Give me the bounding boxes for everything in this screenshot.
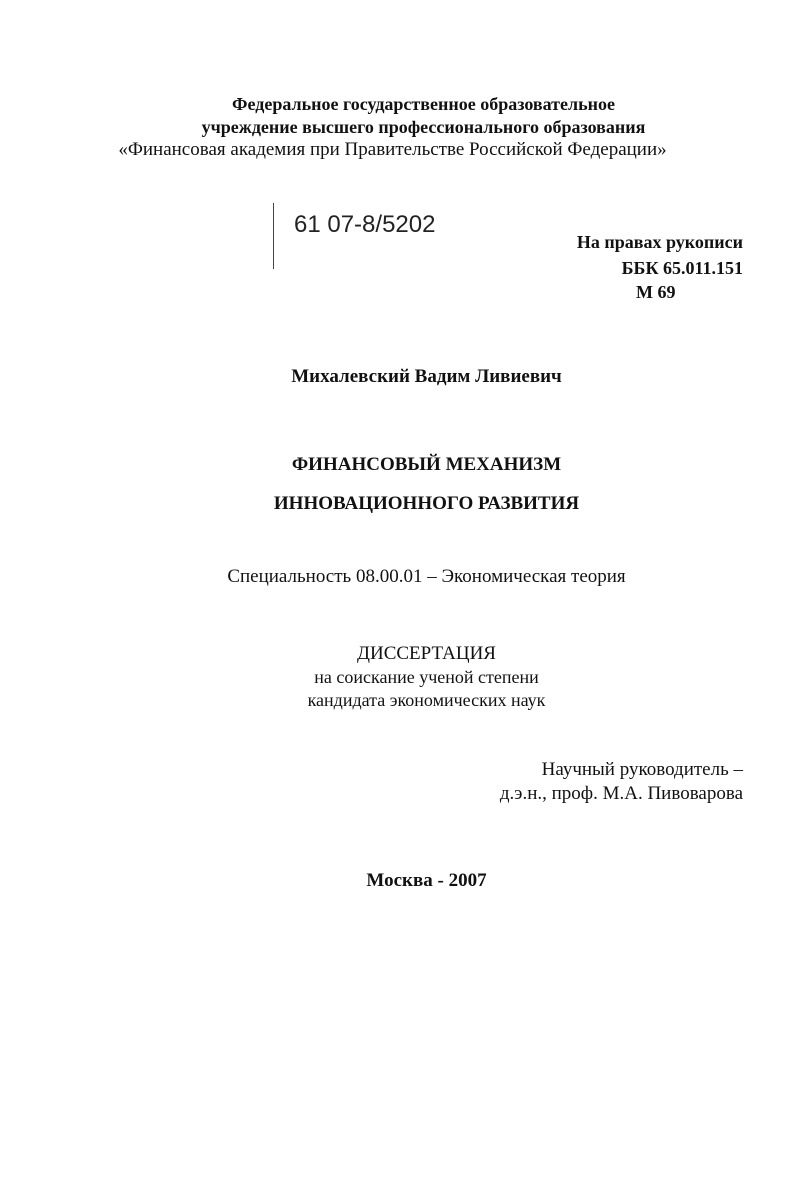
specialty: Специальность 08.00.01 – Экономическая теория [227, 566, 626, 587]
title-line-1: ФИНАНСОВЫЙ МЕХАНИЗМ [291, 454, 562, 475]
registration-stamp-code: 61 07-8/5202 [294, 211, 436, 238]
supervisor-label: Научный руководитель – [541, 759, 743, 780]
institution-line-1: Федеральное государственное образовательное [232, 94, 615, 114]
dissertation-degree-line: на соискание ученой степени [314, 667, 539, 687]
city-year: Москва - 2007 [366, 870, 487, 891]
author-sign-code: М 69 [636, 282, 676, 302]
stamp-vertical-bar [273, 203, 274, 269]
dissertation-heading: ДИССЕРТАЦИЯ [357, 643, 496, 664]
dissertation-field-line: кандидата экономических наук [307, 690, 546, 710]
title-line-2: ИННОВАЦИОННОГО РАЗВИТИЯ [273, 493, 580, 514]
institution-line-3: «Финансовая академия при Правительстве Российской Федерации» [118, 139, 667, 160]
supervisor-name: д.э.н., проф. М.А. Пивоварова [499, 783, 743, 804]
institution-line-2: учреждение высшего профессионального образования [201, 117, 646, 137]
author-name: Михалевский Вадим Ливиевич [291, 366, 562, 387]
manuscript-rights-label: На правах рукописи [576, 232, 743, 252]
bbk-code: ББК 65.011.151 [621, 258, 743, 278]
